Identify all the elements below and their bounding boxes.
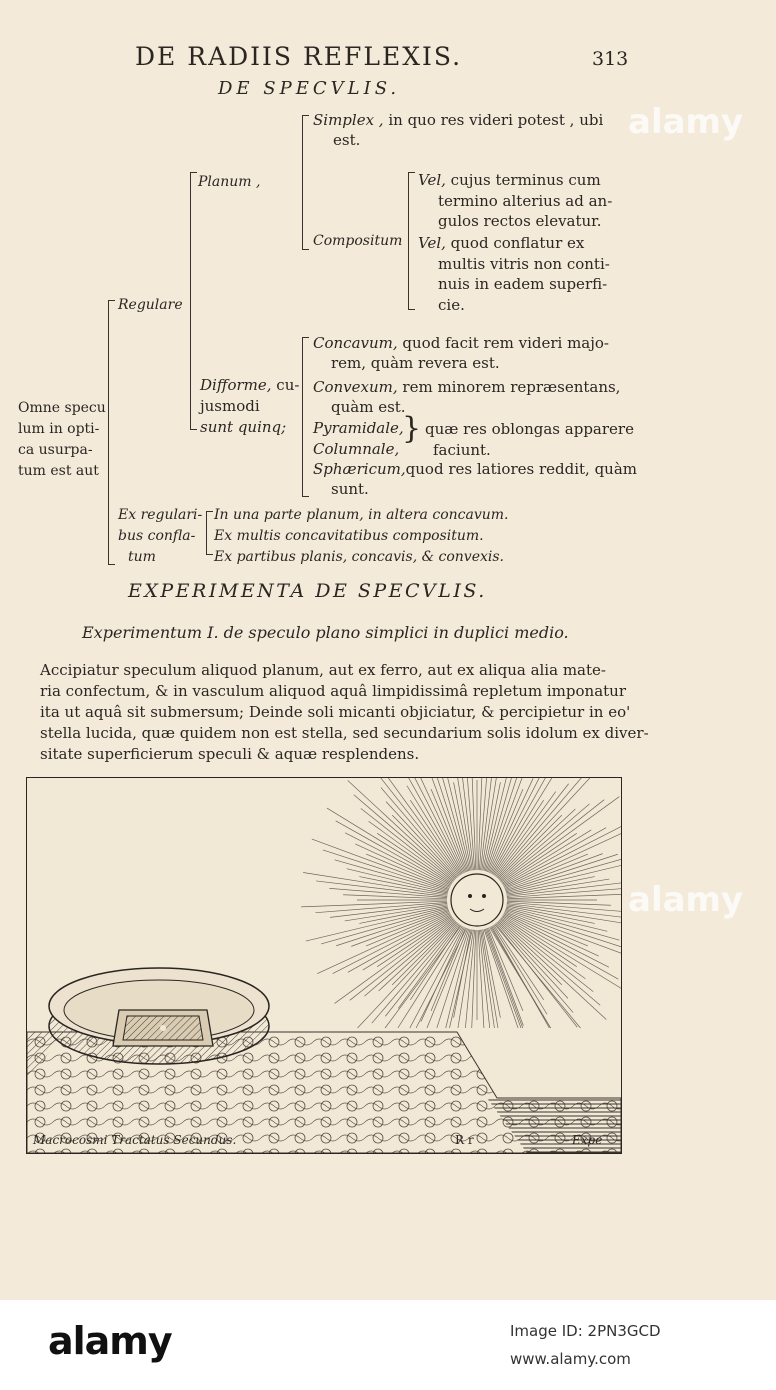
ex-regularibus-label: Ex regulari- bus confla- tum bbox=[118, 507, 203, 565]
caption-running-title: Macrocosmi Tractatus Secundus. bbox=[33, 1133, 237, 1147]
engraving-illustration bbox=[26, 777, 622, 1154]
root-brace bbox=[108, 300, 109, 565]
subheading: DE SPECVLIS. bbox=[218, 78, 401, 99]
experiment-paragraph: Accipiatur speculum aliquod planum, aut ex ferro, aut ex aliqua alia mate- ria confectum, & in vasculum aliquod aquâ limpidissimâ repletum imponatur ita ut aquâ sit submersum; Deinde soli micanti objiciatur, & percipietur in eo' stella lucida, quæ quidem non est stella, sed secundarium solis idolum ex diver- sitate superficierum speculi & aquæ resplendens. bbox=[40, 661, 649, 763]
root-label: Omne specu lum in opti- ca usurpa- tum est aut bbox=[18, 400, 106, 479]
compositum-brace bbox=[408, 172, 409, 310]
engraving-drawing bbox=[27, 778, 621, 1153]
oblong-text: quæ res oblongas apparere faciunt. bbox=[425, 420, 634, 459]
columnale-label: Columnale, bbox=[313, 440, 400, 458]
regulare-brace bbox=[190, 172, 191, 430]
catchword: Expe bbox=[572, 1133, 603, 1147]
site-url: www.alamy.com bbox=[510, 1350, 631, 1368]
list-item: In una parte planum, in altera concavum. bbox=[214, 507, 509, 523]
difforme-entry: Difforme, cu- jusmodi sunt quinq; bbox=[200, 376, 300, 436]
basin-icon bbox=[49, 968, 269, 1064]
convexum-entry: Convexum, rem minorem repræsentans, quàm est. bbox=[313, 378, 621, 416]
experiment-title: Experimentum I. de speculo plano simplici in duplici medio. bbox=[82, 623, 569, 642]
section-title: EXPERIMENTA DE SPECVLIS. bbox=[128, 580, 487, 602]
ex-brace bbox=[206, 511, 207, 555]
running-head: DE RADIIS REFLEXIS. bbox=[135, 42, 463, 71]
image-id: Image ID: 2PN3GCD bbox=[510, 1322, 661, 1340]
sphaericum-entry: Sphæricum,quod res latiores reddit, quàm sunt. bbox=[313, 460, 637, 498]
list-item: Ex multis concavitatibus compositum. bbox=[214, 528, 484, 544]
planum-brace bbox=[302, 115, 303, 250]
vel-entry-1: Vel, cujus terminus cum termino alterius ad an- gulos rectos elevatur. bbox=[418, 171, 613, 230]
watermark-top: alamy bbox=[628, 102, 744, 142]
pyramidale-label: Pyramidale, bbox=[313, 419, 404, 437]
sun-icon bbox=[451, 874, 503, 926]
compositum-label: Compositum bbox=[313, 233, 403, 249]
difforme-brace bbox=[302, 337, 303, 497]
vel-entry-2: Vel, quod conflatur ex multis vitris non conti- nuis in eadem superfi- cie. bbox=[418, 234, 610, 314]
watermark-mid: alamy bbox=[628, 880, 744, 920]
ex-items bbox=[214, 505, 508, 568]
list-item: Ex partibus planis, concavis, & convexis. bbox=[214, 549, 504, 565]
page-number: 313 bbox=[592, 48, 629, 70]
signature-mark: R r bbox=[455, 1133, 474, 1147]
alamy-logo: alamy bbox=[48, 1319, 172, 1363]
concavum-entry: Concavum, quod facit rem videri majo- rem, quàm revera est. bbox=[313, 334, 610, 372]
regulare-label: Regulare bbox=[118, 297, 183, 313]
small-brace: } bbox=[402, 411, 422, 446]
planum-label: Planum , bbox=[198, 174, 261, 190]
simplex-entry: Simplex , in quo res videri potest , ubi est. bbox=[313, 111, 604, 149]
